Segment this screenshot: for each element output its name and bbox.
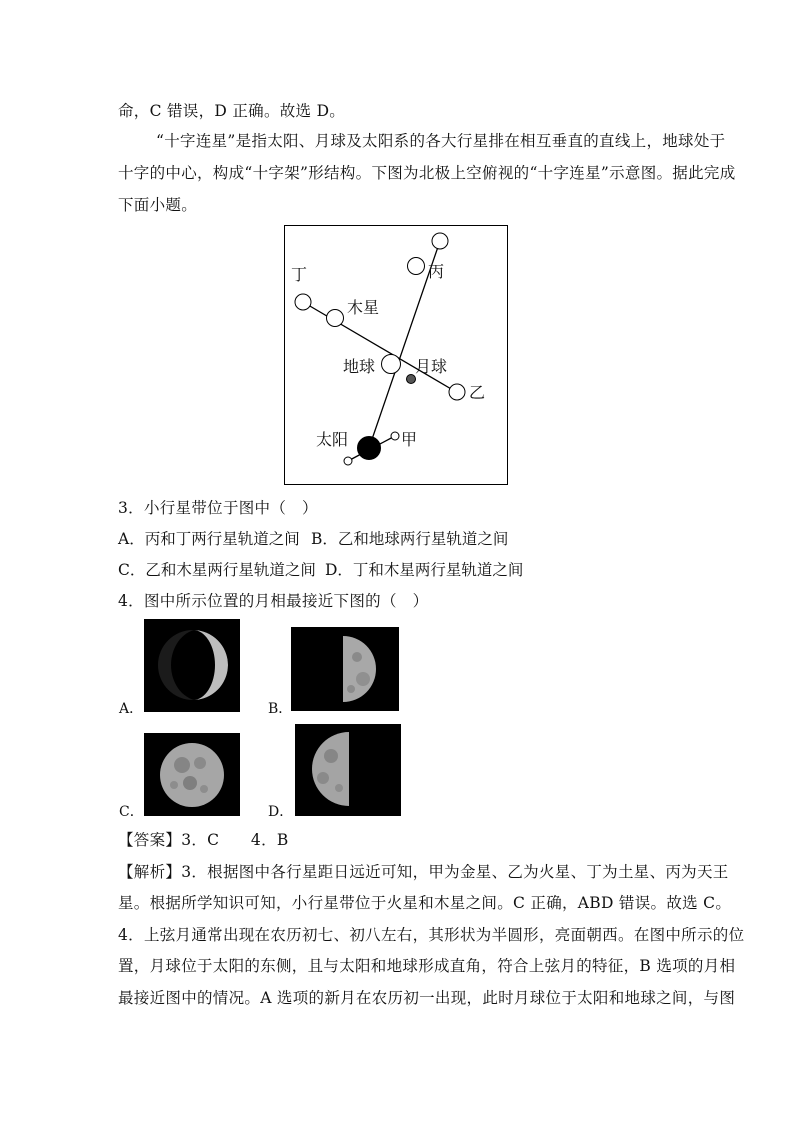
moon-image-a — [144, 619, 240, 712]
bing-circle — [408, 258, 425, 275]
text-line-3: 十字的中心，构成“十字架”形结构。下图为北极上空俯视的“十字连星”示意图。据此完成 — [118, 164, 736, 182]
axis-ding-yi — [303, 302, 458, 393]
analysis-line-2: 星。根据所学知识可知，小行星带位于火星和木星之间。C 正确，ABD 错误。故选 C。 — [118, 894, 732, 912]
label-sun: 太阳 — [316, 430, 349, 449]
cross-planet-diagram — [284, 225, 508, 485]
label-jia: 甲 — [401, 430, 418, 449]
label-moon: 月球 — [415, 357, 448, 376]
q3-option-d: D．丁和木星两行星轨道之间 — [325, 561, 524, 579]
earth-circle — [382, 355, 401, 374]
ding-circle — [295, 294, 311, 310]
text-line-2: “十字连星”是指太阳、月球及太阳系的各大行星排在相互垂直的直线上，地球处于 — [156, 132, 726, 150]
label-yi: 乙 — [469, 383, 486, 402]
sun-circle — [358, 437, 381, 460]
q4-label-a: A． — [119, 701, 144, 717]
text-line-4: 下面小题。 — [118, 196, 198, 214]
q4-label-b: B． — [268, 701, 293, 717]
moon-image-d — [295, 724, 401, 816]
label-jupiter: 木星 — [347, 298, 380, 317]
label-bing: 丙 — [428, 262, 445, 281]
analysis-line-4: 置，月球位于太阳的东侧，且与太阳和地球形成直角，符合上弦月的特征，B 选项的月相 — [118, 957, 736, 975]
analysis-line-1: 【解析】3．根据图中各行星距日远近可知，甲为金星、乙为火星、丁为土星、丙为天王 — [118, 863, 729, 881]
orbit-outer-circle — [432, 233, 448, 249]
jupiter-circle — [327, 310, 344, 327]
q4-stem: 4．图中所示位置的月相最接近下图的（ ） — [118, 592, 429, 610]
analysis-line-5: 最接近图中的情况。A 选项的新月在农历初一出现，此时月球位于太阳和地球之间，与图 — [118, 989, 736, 1007]
text-line-1: 命，C 错误，D 正确。故选 D。 — [118, 102, 346, 120]
moon-image-b — [291, 627, 399, 711]
q3-option-b: B．乙和地球两行星轨道之间 — [311, 530, 509, 548]
answer-line: 【答案】3．C 4．B — [118, 831, 289, 849]
q4-label-d: D． — [268, 804, 294, 820]
q4-label-c: C． — [119, 804, 144, 820]
moon-image-c — [144, 733, 240, 816]
analysis-line-3: 4．上弦月通常出现在农历初七、初八左右，其形状为半圆形，亮面朝西。在图中所示的位 — [118, 926, 745, 944]
q3-stem: 3．小行星带位于图中（ ） — [118, 499, 318, 517]
venus-circle — [344, 457, 352, 465]
yi-circle — [449, 384, 465, 400]
label-earth: 地球 — [343, 357, 376, 376]
q3-option-c: C．乙和木星两行星轨道之间 — [118, 561, 316, 579]
label-ding: 丁 — [291, 265, 308, 284]
q3-option-a: A．丙和丁两行星轨道之间 — [118, 530, 300, 548]
jia-circle — [391, 432, 399, 440]
